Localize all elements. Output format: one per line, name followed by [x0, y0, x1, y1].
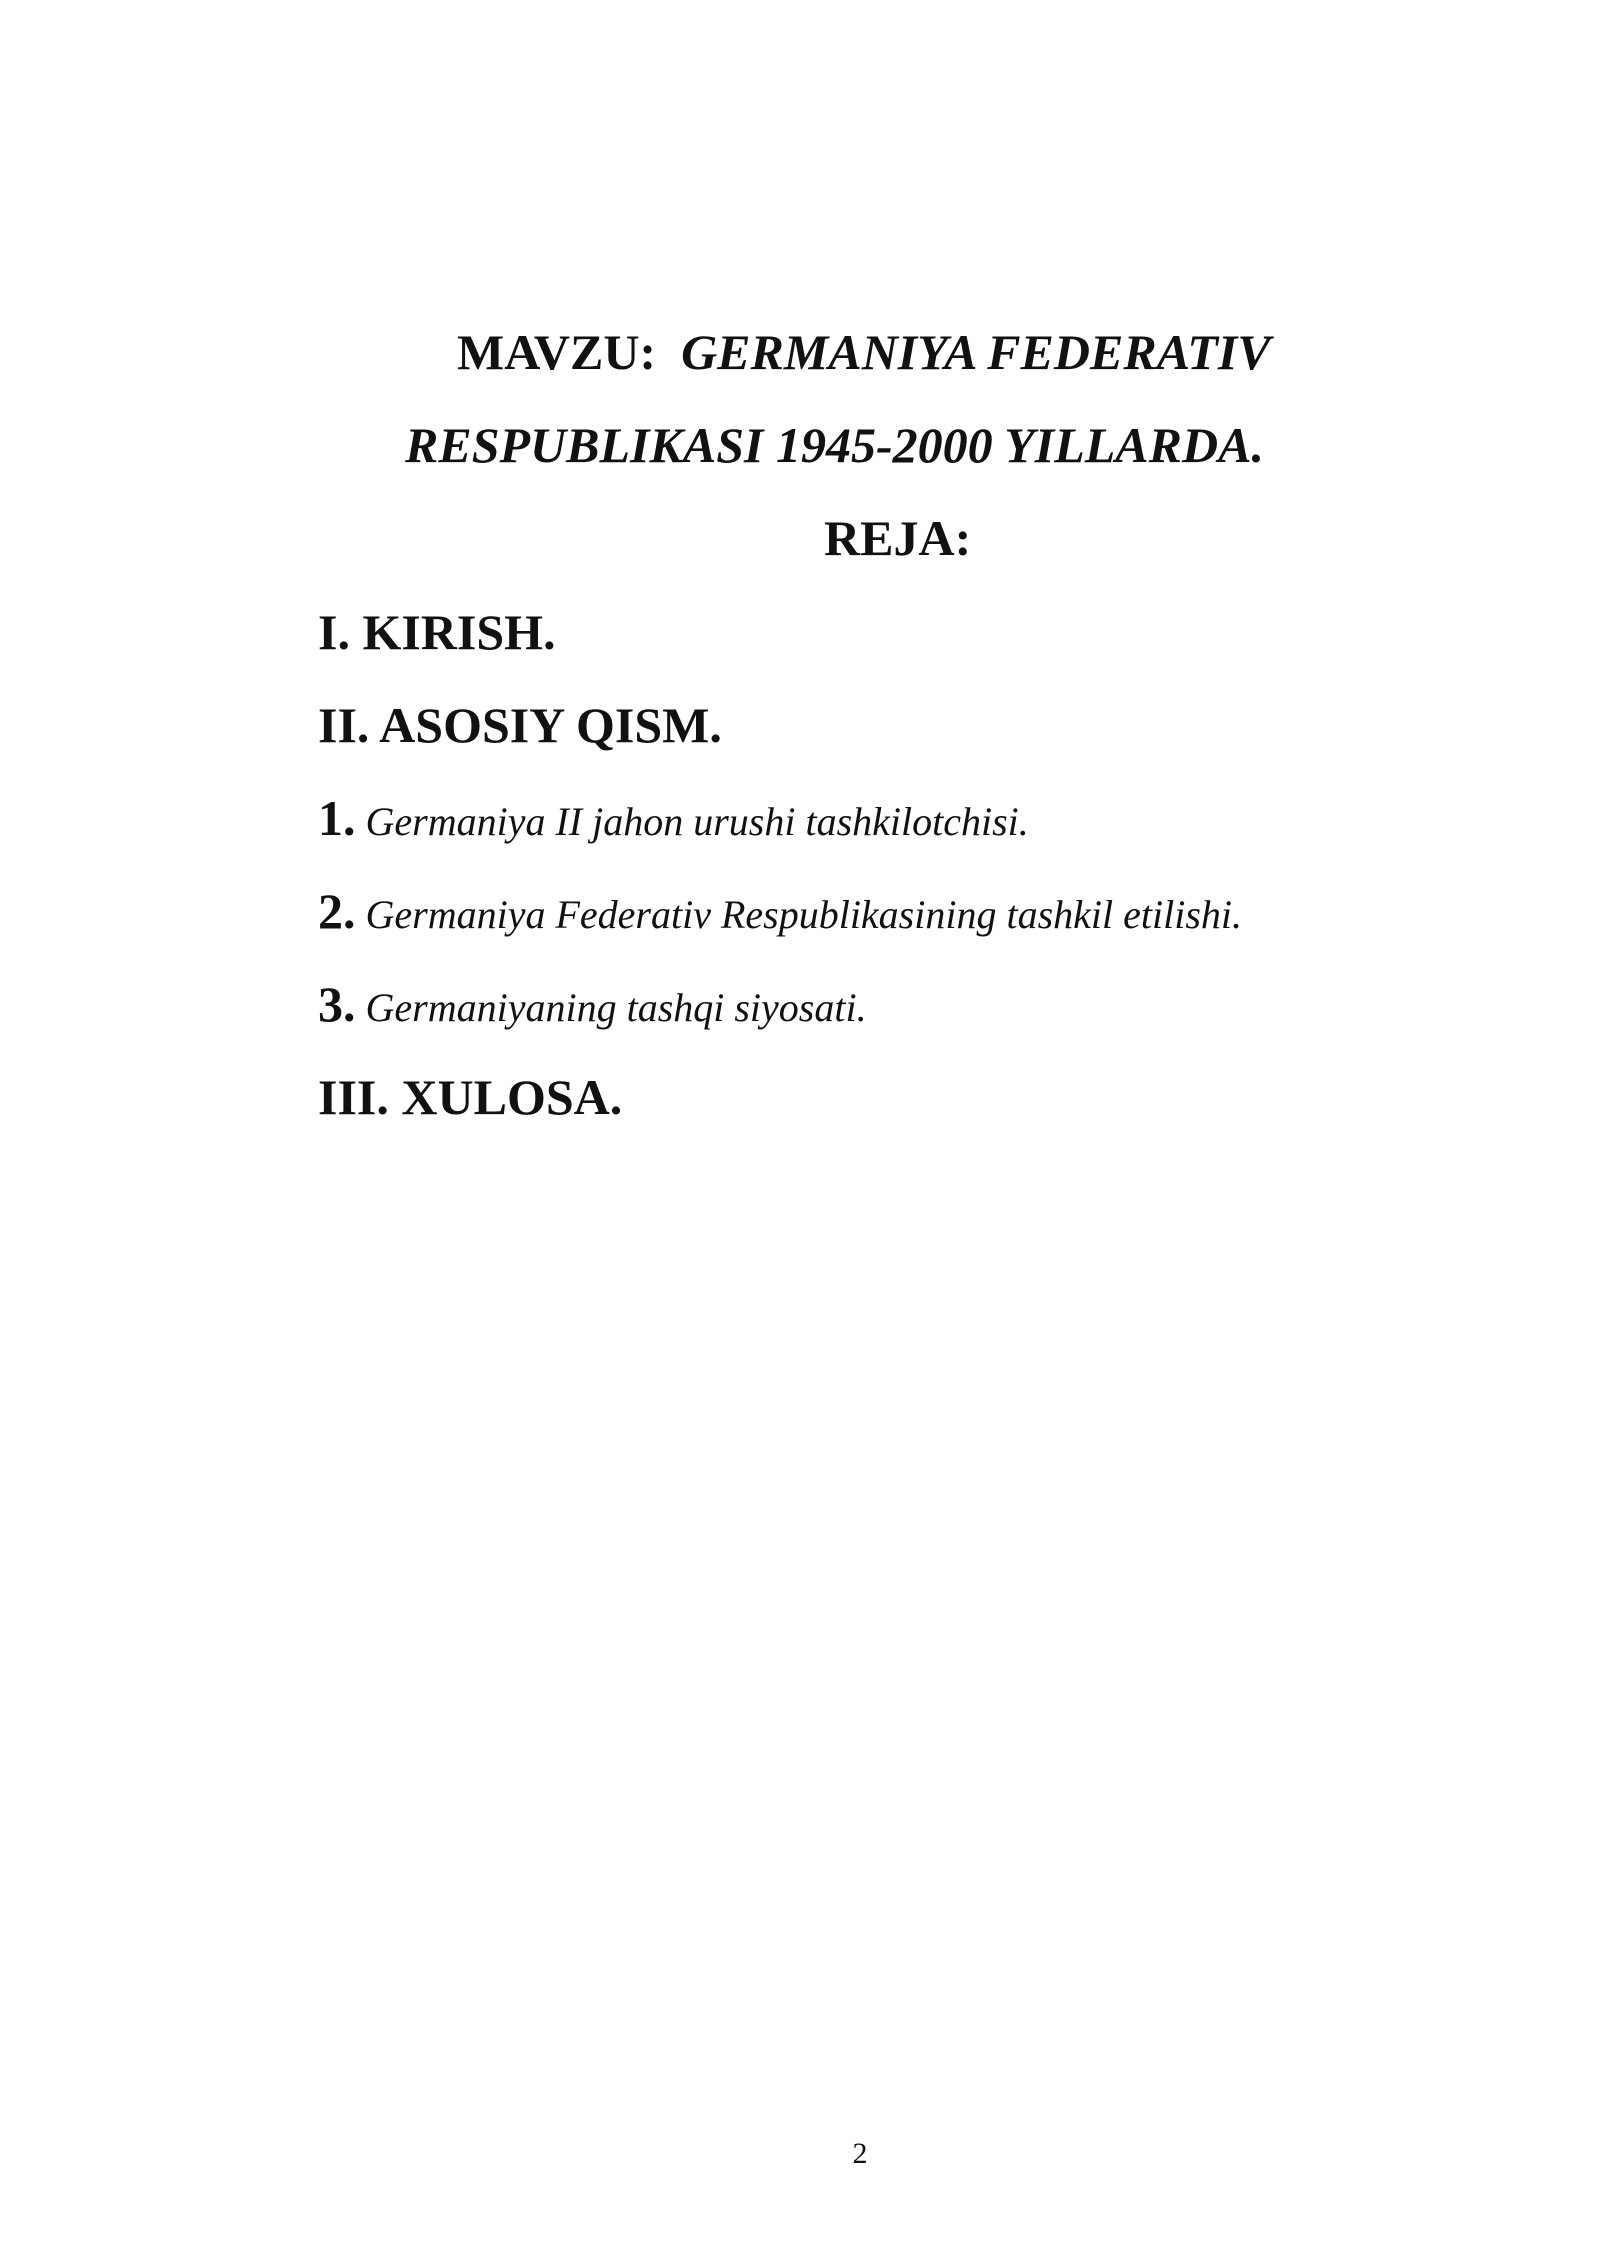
section-heading-conclusion: III. XULOSA. [318, 1069, 623, 1125]
plan-item-text: Germaniya Federativ Respublikasining tashkil etilishi. [365, 892, 1243, 937]
plan-item-text: Germaniya II jahon urushi tashkilotchisi. [365, 799, 1029, 844]
plan-heading: REJA: [824, 510, 972, 566]
plan-item-number: 2. [318, 883, 356, 939]
plan-item [318, 788, 1029, 861]
plan-item [318, 881, 1242, 954]
title-label: MAVZU: [457, 324, 657, 380]
plan-item-number: 3. [318, 976, 356, 1032]
plan-item [318, 974, 867, 1047]
title-topic-part-2: RESPUBLIKASI 1945-2000 YILLARDA. [405, 417, 1264, 473]
title-topic-part-1: GERMANIYA FEDERATIV [681, 324, 1271, 380]
plan-item-number: 1. [318, 790, 356, 846]
plan-item-text: Germaniyaning tashqi siyosati. [365, 985, 867, 1030]
page-number: 2 [852, 2137, 868, 2170]
section-heading-introduction: I. KIRISH. [318, 604, 556, 660]
section-heading-main-part: II. ASOSIY QISM. [318, 697, 722, 753]
title-line-1 [457, 322, 1271, 382]
